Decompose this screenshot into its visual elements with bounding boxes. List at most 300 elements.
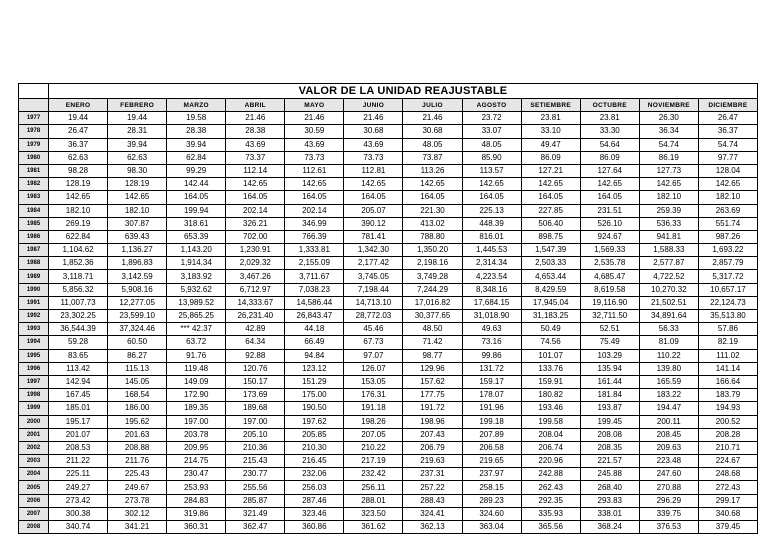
value-cell[interactable]: 201.63 [108, 428, 167, 441]
value-cell[interactable]: 413.02 [403, 217, 462, 230]
value-cell[interactable]: 8,348.16 [462, 283, 521, 296]
value-cell[interactable]: 273.78 [108, 494, 167, 507]
value-cell[interactable]: 7,038.23 [285, 283, 344, 296]
value-cell[interactable]: 2,535.78 [580, 257, 639, 270]
value-cell[interactable]: 206.79 [403, 441, 462, 454]
value-cell[interactable]: 23.81 [580, 112, 639, 125]
value-cell[interactable]: 200.11 [639, 415, 698, 428]
value-cell[interactable]: 237.97 [462, 468, 521, 481]
value-cell[interactable]: 86.09 [521, 151, 580, 164]
value-cell[interactable]: 139.80 [639, 362, 698, 375]
value-cell[interactable]: 142.65 [698, 178, 757, 191]
value-cell[interactable]: 19.44 [108, 112, 167, 125]
value-cell[interactable]: 288.01 [344, 494, 403, 507]
value-cell[interactable]: 216.45 [285, 455, 344, 468]
value-cell[interactable]: 35,513.80 [698, 310, 757, 323]
value-cell[interactable]: 151.29 [285, 375, 344, 388]
value-cell[interactable]: 164.05 [580, 191, 639, 204]
value-cell[interactable]: 2,503.33 [521, 257, 580, 270]
value-cell[interactable]: 258.15 [462, 481, 521, 494]
value-cell[interactable]: 210.22 [344, 441, 403, 454]
value-cell[interactable]: 199.94 [167, 204, 226, 217]
value-cell[interactable]: 2,155.09 [285, 257, 344, 270]
value-cell[interactable]: 39.94 [108, 138, 167, 151]
value-cell[interactable]: 142.65 [285, 178, 344, 191]
year-cell[interactable]: 2005 [19, 481, 49, 494]
value-cell[interactable]: 230.77 [226, 468, 285, 481]
value-cell[interactable]: 208.45 [639, 428, 698, 441]
year-cell[interactable]: 2004 [19, 468, 49, 481]
year-cell[interactable]: 1999 [19, 402, 49, 415]
value-cell[interactable]: 133.76 [521, 362, 580, 375]
value-cell[interactable]: 202.14 [285, 204, 344, 217]
value-cell[interactable]: 253.93 [167, 481, 226, 494]
value-cell[interactable]: 131.72 [462, 362, 521, 375]
value-cell[interactable]: 5,317.72 [698, 270, 757, 283]
value-cell[interactable]: 284.83 [167, 494, 226, 507]
month-header-febrero[interactable]: FEBRERO [108, 99, 167, 112]
value-cell[interactable]: 247.60 [639, 468, 698, 481]
value-cell[interactable]: 195.62 [108, 415, 167, 428]
month-header-diciembre[interactable]: DICIEMBRE [698, 99, 757, 112]
value-cell[interactable]: 172.90 [167, 389, 226, 402]
value-cell[interactable]: 142.65 [580, 178, 639, 191]
value-cell[interactable]: 111.02 [698, 349, 757, 362]
year-cell[interactable]: 1998 [19, 389, 49, 402]
value-cell[interactable]: 177.75 [403, 389, 462, 402]
value-cell[interactable]: 75.49 [580, 336, 639, 349]
value-cell[interactable]: 1,136.27 [108, 244, 167, 257]
value-cell[interactable]: 26.47 [49, 125, 108, 138]
value-cell[interactable]: 225.13 [462, 204, 521, 217]
value-cell[interactable]: 338.01 [580, 507, 639, 520]
value-cell[interactable]: 296.29 [639, 494, 698, 507]
value-cell[interactable]: 36.34 [639, 125, 698, 138]
value-cell[interactable]: 149.09 [167, 375, 226, 388]
value-cell[interactable]: 142.65 [49, 191, 108, 204]
value-cell[interactable]: 269.19 [49, 217, 108, 230]
value-cell[interactable]: 176.31 [344, 389, 403, 402]
value-cell[interactable]: 164.05 [344, 191, 403, 204]
value-cell[interactable]: 206.74 [521, 441, 580, 454]
value-cell[interactable]: 208.88 [108, 441, 167, 454]
value-cell[interactable]: 210.71 [698, 441, 757, 454]
value-cell[interactable]: 39.94 [167, 138, 226, 151]
value-cell[interactable]: 48.50 [403, 323, 462, 336]
value-cell[interactable]: 17,945.04 [521, 296, 580, 309]
value-cell[interactable]: 159.17 [462, 375, 521, 388]
value-cell[interactable]: 129.96 [403, 362, 462, 375]
value-cell[interactable]: 363.04 [462, 521, 521, 534]
value-cell[interactable]: 6,712.97 [226, 283, 285, 296]
value-cell[interactable]: 5,908.16 [108, 283, 167, 296]
value-cell[interactable]: 50.49 [521, 323, 580, 336]
value-cell[interactable]: 1,333.81 [285, 244, 344, 257]
value-cell[interactable]: 4,685.47 [580, 270, 639, 283]
value-cell[interactable]: 987.26 [698, 230, 757, 243]
value-cell[interactable]: 119.48 [167, 362, 226, 375]
value-cell[interactable]: 110.22 [639, 349, 698, 362]
value-cell[interactable]: 195.17 [49, 415, 108, 428]
value-cell[interactable]: 8,619.58 [580, 283, 639, 296]
value-cell[interactable]: 83.65 [49, 349, 108, 362]
value-cell[interactable]: 59.28 [49, 336, 108, 349]
value-cell[interactable]: 1,914.34 [167, 257, 226, 270]
value-cell[interactable]: 54.64 [580, 138, 639, 151]
value-cell[interactable]: 98.30 [108, 164, 167, 177]
value-cell[interactable]: 13,989.52 [167, 296, 226, 309]
value-cell[interactable]: 37,324.46 [108, 323, 167, 336]
value-cell[interactable]: 223.48 [639, 455, 698, 468]
value-cell[interactable]: 1,445.53 [462, 244, 521, 257]
year-cell[interactable]: 2006 [19, 494, 49, 507]
value-cell[interactable]: 206.58 [462, 441, 521, 454]
value-cell[interactable]: 307.87 [108, 217, 167, 230]
value-cell[interactable]: 73.73 [344, 151, 403, 164]
value-cell[interactable]: 112.61 [285, 164, 344, 177]
value-cell[interactable]: 73.73 [285, 151, 344, 164]
value-cell[interactable]: 14,333.67 [226, 296, 285, 309]
value-cell[interactable]: 1,342.30 [344, 244, 403, 257]
value-cell[interactable]: 28.31 [108, 125, 167, 138]
value-cell[interactable]: 287.46 [285, 494, 344, 507]
value-cell[interactable]: 22,124.73 [698, 296, 757, 309]
value-cell[interactable]: 2,177.42 [344, 257, 403, 270]
value-cell[interactable]: 164.05 [403, 191, 462, 204]
value-cell[interactable]: 256.03 [285, 481, 344, 494]
value-cell[interactable]: 189.35 [167, 402, 226, 415]
year-cell[interactable]: 1981 [19, 164, 49, 177]
value-cell[interactable]: 207.89 [462, 428, 521, 441]
value-cell[interactable]: 180.82 [521, 389, 580, 402]
value-cell[interactable]: 33.30 [580, 125, 639, 138]
value-cell[interactable]: 31,183.25 [521, 310, 580, 323]
value-cell[interactable]: 208.04 [521, 428, 580, 441]
value-cell[interactable]: 26.47 [698, 112, 757, 125]
value-cell[interactable]: 182.10 [108, 204, 167, 217]
year-cell[interactable]: 1988 [19, 257, 49, 270]
value-cell[interactable]: 12,277.05 [108, 296, 167, 309]
value-cell[interactable]: 365.56 [521, 521, 580, 534]
value-cell[interactable]: 181.84 [580, 389, 639, 402]
month-header-julio[interactable]: JULIO [403, 99, 462, 112]
value-cell[interactable]: 257.22 [403, 481, 462, 494]
year-cell[interactable]: 1980 [19, 151, 49, 164]
value-cell[interactable]: 142.65 [344, 178, 403, 191]
year-cell[interactable]: 2008 [19, 521, 49, 534]
value-cell[interactable]: 339.75 [639, 507, 698, 520]
value-cell[interactable]: 85.90 [462, 151, 521, 164]
value-cell[interactable]: 376.53 [639, 521, 698, 534]
value-cell[interactable]: 622.84 [49, 230, 108, 243]
value-cell[interactable]: 208.08 [580, 428, 639, 441]
month-header-mayo[interactable]: MAYO [285, 99, 344, 112]
value-cell[interactable]: 211.76 [108, 455, 167, 468]
year-cell[interactable]: 1989 [19, 270, 49, 283]
value-cell[interactable]: 36.37 [49, 138, 108, 151]
value-cell[interactable]: 97.07 [344, 349, 403, 362]
value-cell[interactable]: 209.95 [167, 441, 226, 454]
value-cell[interactable]: 73.87 [403, 151, 462, 164]
value-cell[interactable]: 200.52 [698, 415, 757, 428]
value-cell[interactable]: 217.19 [344, 455, 403, 468]
value-cell[interactable]: 319.86 [167, 507, 226, 520]
value-cell[interactable]: 48.05 [462, 138, 521, 151]
value-cell[interactable]: 207.05 [344, 428, 403, 441]
value-cell[interactable]: 193.46 [521, 402, 580, 415]
value-cell[interactable]: 81.09 [639, 336, 698, 349]
year-cell[interactable]: 1991 [19, 296, 49, 309]
value-cell[interactable]: 23.72 [462, 112, 521, 125]
value-cell[interactable]: 321.49 [226, 507, 285, 520]
value-cell[interactable]: 702.00 [226, 230, 285, 243]
value-cell[interactable]: 186.00 [108, 402, 167, 415]
value-cell[interactable]: 256.11 [344, 481, 403, 494]
value-cell[interactable]: 168.54 [108, 389, 167, 402]
value-cell[interactable]: 2,577.87 [639, 257, 698, 270]
value-cell[interactable]: 73.16 [462, 336, 521, 349]
value-cell[interactable]: 31,018.90 [462, 310, 521, 323]
value-cell[interactable]: 506.40 [521, 217, 580, 230]
value-cell[interactable]: 259.39 [639, 204, 698, 217]
value-cell[interactable]: 8,429.59 [521, 283, 580, 296]
value-cell[interactable]: 86.19 [639, 151, 698, 164]
value-cell[interactable]: 175.00 [285, 389, 344, 402]
year-cell[interactable]: 1992 [19, 310, 49, 323]
value-cell[interactable]: 190.50 [285, 402, 344, 415]
value-cell[interactable]: 23.81 [521, 112, 580, 125]
value-cell[interactable]: 5,856.32 [49, 283, 108, 296]
value-cell[interactable]: 113.57 [462, 164, 521, 177]
value-cell[interactable]: 293.83 [580, 494, 639, 507]
value-cell[interactable]: 215.43 [226, 455, 285, 468]
value-cell[interactable]: 448.39 [462, 217, 521, 230]
value-cell[interactable]: 210.30 [285, 441, 344, 454]
value-cell[interactable]: 14,713.10 [344, 296, 403, 309]
value-cell[interactable]: 205.07 [344, 204, 403, 217]
value-cell[interactable]: 4,722.52 [639, 270, 698, 283]
value-cell[interactable]: 19,116.90 [580, 296, 639, 309]
value-cell[interactable]: 248.68 [698, 468, 757, 481]
value-cell[interactable]: 120.76 [226, 362, 285, 375]
month-header-setiembre[interactable]: SETIEMBRE [521, 99, 580, 112]
value-cell[interactable]: 326.21 [226, 217, 285, 230]
value-cell[interactable]: 198.26 [344, 415, 403, 428]
value-cell[interactable]: 71.42 [403, 336, 462, 349]
value-cell[interactable]: 183.22 [639, 389, 698, 402]
value-cell[interactable]: 164.05 [462, 191, 521, 204]
value-cell[interactable]: 194.47 [639, 402, 698, 415]
value-cell[interactable]: 361.62 [344, 521, 403, 534]
value-cell[interactable]: 161.44 [580, 375, 639, 388]
value-cell[interactable]: 164.05 [521, 191, 580, 204]
value-cell[interactable]: 43.69 [285, 138, 344, 151]
value-cell[interactable]: 30.59 [285, 125, 344, 138]
value-cell[interactable]: 182.10 [698, 191, 757, 204]
value-cell[interactable]: 5,932.62 [167, 283, 226, 296]
value-cell[interactable]: 323.46 [285, 507, 344, 520]
value-cell[interactable]: 49.47 [521, 138, 580, 151]
year-cell[interactable]: 1982 [19, 178, 49, 191]
value-cell[interactable]: 44.18 [285, 323, 344, 336]
year-cell[interactable]: 1996 [19, 362, 49, 375]
value-cell[interactable]: 185.01 [49, 402, 108, 415]
value-cell[interactable]: 21.46 [344, 112, 403, 125]
value-cell[interactable]: 221.30 [403, 204, 462, 217]
value-cell[interactable]: 3,142.59 [108, 270, 167, 283]
value-cell[interactable]: 224.67 [698, 455, 757, 468]
year-cell[interactable]: 1985 [19, 217, 49, 230]
value-cell[interactable]: 17,016.82 [403, 296, 462, 309]
value-cell[interactable]: 62.84 [167, 151, 226, 164]
value-cell[interactable]: 142.65 [108, 191, 167, 204]
value-cell[interactable]: 362.13 [403, 521, 462, 534]
value-cell[interactable]: 221.57 [580, 455, 639, 468]
value-cell[interactable]: 127.21 [521, 164, 580, 177]
value-cell[interactable]: 82.19 [698, 336, 757, 349]
value-cell[interactable]: 126.07 [344, 362, 403, 375]
value-cell[interactable]: 208.53 [49, 441, 108, 454]
value-cell[interactable]: 113.26 [403, 164, 462, 177]
value-cell[interactable]: 816.01 [462, 230, 521, 243]
value-cell[interactable]: 10,657.17 [698, 283, 757, 296]
value-cell[interactable]: 7,244.29 [403, 283, 462, 296]
value-cell[interactable]: 142.65 [462, 178, 521, 191]
value-cell[interactable]: 54.74 [698, 138, 757, 151]
value-cell[interactable]: 182.10 [639, 191, 698, 204]
value-cell[interactable]: 166.64 [698, 375, 757, 388]
value-cell[interactable]: 199.18 [462, 415, 521, 428]
value-cell[interactable]: 1,693.22 [698, 244, 757, 257]
value-cell[interactable]: 112.81 [344, 164, 403, 177]
value-cell[interactable]: 197.00 [226, 415, 285, 428]
value-cell[interactable]: 99.29 [167, 164, 226, 177]
value-cell[interactable]: 203.78 [167, 428, 226, 441]
value-cell[interactable]: 3,118.71 [49, 270, 108, 283]
value-cell[interactable]: 21.46 [226, 112, 285, 125]
value-cell[interactable]: 536.33 [639, 217, 698, 230]
value-cell[interactable]: 227.85 [521, 204, 580, 217]
value-cell[interactable]: 318.61 [167, 217, 226, 230]
year-cell[interactable]: 1979 [19, 138, 49, 151]
value-cell[interactable]: 249.67 [108, 481, 167, 494]
value-cell[interactable]: 128.04 [698, 164, 757, 177]
value-cell[interactable]: 128.19 [108, 178, 167, 191]
value-cell[interactable]: 639.43 [108, 230, 167, 243]
year-cell[interactable]: 1978 [19, 125, 49, 138]
value-cell[interactable]: 249.27 [49, 481, 108, 494]
value-cell[interactable]: 62.63 [108, 151, 167, 164]
value-cell[interactable]: 289.23 [462, 494, 521, 507]
value-cell[interactable]: 1,547.39 [521, 244, 580, 257]
value-cell[interactable]: 173.69 [226, 389, 285, 402]
value-cell[interactable]: 36.37 [698, 125, 757, 138]
value-cell[interactable]: 219.63 [403, 455, 462, 468]
value-cell[interactable]: 97.77 [698, 151, 757, 164]
value-cell[interactable]: 526.10 [580, 217, 639, 230]
value-cell[interactable]: 145.05 [108, 375, 167, 388]
value-cell[interactable]: 272.43 [698, 481, 757, 494]
value-cell[interactable]: 23,302.25 [49, 310, 108, 323]
value-cell[interactable]: 10,270.32 [639, 283, 698, 296]
value-cell[interactable]: 898.75 [521, 230, 580, 243]
year-cell[interactable]: 2002 [19, 441, 49, 454]
value-cell[interactable]: 231.51 [580, 204, 639, 217]
value-cell[interactable]: 191.18 [344, 402, 403, 415]
value-cell[interactable]: 33.10 [521, 125, 580, 138]
value-cell[interactable]: 205.85 [285, 428, 344, 441]
value-cell[interactable]: 197.62 [285, 415, 344, 428]
value-cell[interactable]: 21.46 [285, 112, 344, 125]
value-cell[interactable]: 2,857.79 [698, 257, 757, 270]
year-cell[interactable]: 1993 [19, 323, 49, 336]
value-cell[interactable]: 219.65 [462, 455, 521, 468]
value-cell[interactable]: 86.09 [580, 151, 639, 164]
value-cell[interactable]: 245.88 [580, 468, 639, 481]
value-cell[interactable]: 924.67 [580, 230, 639, 243]
value-cell[interactable]: 324.41 [403, 507, 462, 520]
year-cell[interactable]: 1997 [19, 375, 49, 388]
value-cell[interactable]: 4,653.44 [521, 270, 580, 283]
value-cell[interactable]: 73.37 [226, 151, 285, 164]
value-cell[interactable]: 208.35 [580, 441, 639, 454]
value-cell[interactable]: 230.47 [167, 468, 226, 481]
value-cell[interactable]: 159.91 [521, 375, 580, 388]
value-cell[interactable]: 214.75 [167, 455, 226, 468]
value-cell[interactable]: 198.96 [403, 415, 462, 428]
value-cell[interactable]: 26.30 [639, 112, 698, 125]
year-cell[interactable]: 2000 [19, 415, 49, 428]
value-cell[interactable]: 341.21 [108, 521, 167, 534]
value-cell[interactable]: 3,745.05 [344, 270, 403, 283]
value-cell[interactable]: 766.39 [285, 230, 344, 243]
value-cell[interactable]: 379.45 [698, 521, 757, 534]
value-cell[interactable]: 60.50 [108, 336, 167, 349]
value-cell[interactable]: 56.33 [639, 323, 698, 336]
value-cell[interactable]: 300.38 [49, 507, 108, 520]
value-cell[interactable]: 141.14 [698, 362, 757, 375]
year-cell[interactable]: 1983 [19, 191, 49, 204]
value-cell[interactable]: 128.19 [49, 178, 108, 191]
value-cell[interactable]: 17,684.15 [462, 296, 521, 309]
year-cell[interactable]: 2001 [19, 428, 49, 441]
value-cell[interactable]: 232.42 [344, 468, 403, 481]
value-cell[interactable]: 157.62 [403, 375, 462, 388]
value-cell[interactable]: 86.27 [108, 349, 167, 362]
value-cell[interactable]: 3,749.28 [403, 270, 462, 283]
value-cell[interactable]: 220.96 [521, 455, 580, 468]
value-cell[interactable]: 1,569.33 [580, 244, 639, 257]
value-cell[interactable]: 1,588.33 [639, 244, 698, 257]
value-cell[interactable]: 94.84 [285, 349, 344, 362]
value-cell[interactable]: 390.12 [344, 217, 403, 230]
value-cell[interactable]: 26,231.40 [226, 310, 285, 323]
value-cell[interactable]: 62.63 [49, 151, 108, 164]
value-cell[interactable]: 2,029.32 [226, 257, 285, 270]
value-cell[interactable]: 288.43 [403, 494, 462, 507]
value-cell[interactable]: 1,230.91 [226, 244, 285, 257]
value-cell[interactable]: 142.65 [226, 178, 285, 191]
value-cell[interactable]: 142.44 [167, 178, 226, 191]
value-cell[interactable]: 21.46 [403, 112, 462, 125]
value-cell[interactable]: 368.24 [580, 521, 639, 534]
value-cell[interactable]: 193.87 [580, 402, 639, 415]
value-cell[interactable]: 299.17 [698, 494, 757, 507]
value-cell[interactable]: 653.39 [167, 230, 226, 243]
value-cell[interactable]: 11,007.73 [49, 296, 108, 309]
value-cell[interactable]: 42.89 [226, 323, 285, 336]
value-cell[interactable]: 207.43 [403, 428, 462, 441]
